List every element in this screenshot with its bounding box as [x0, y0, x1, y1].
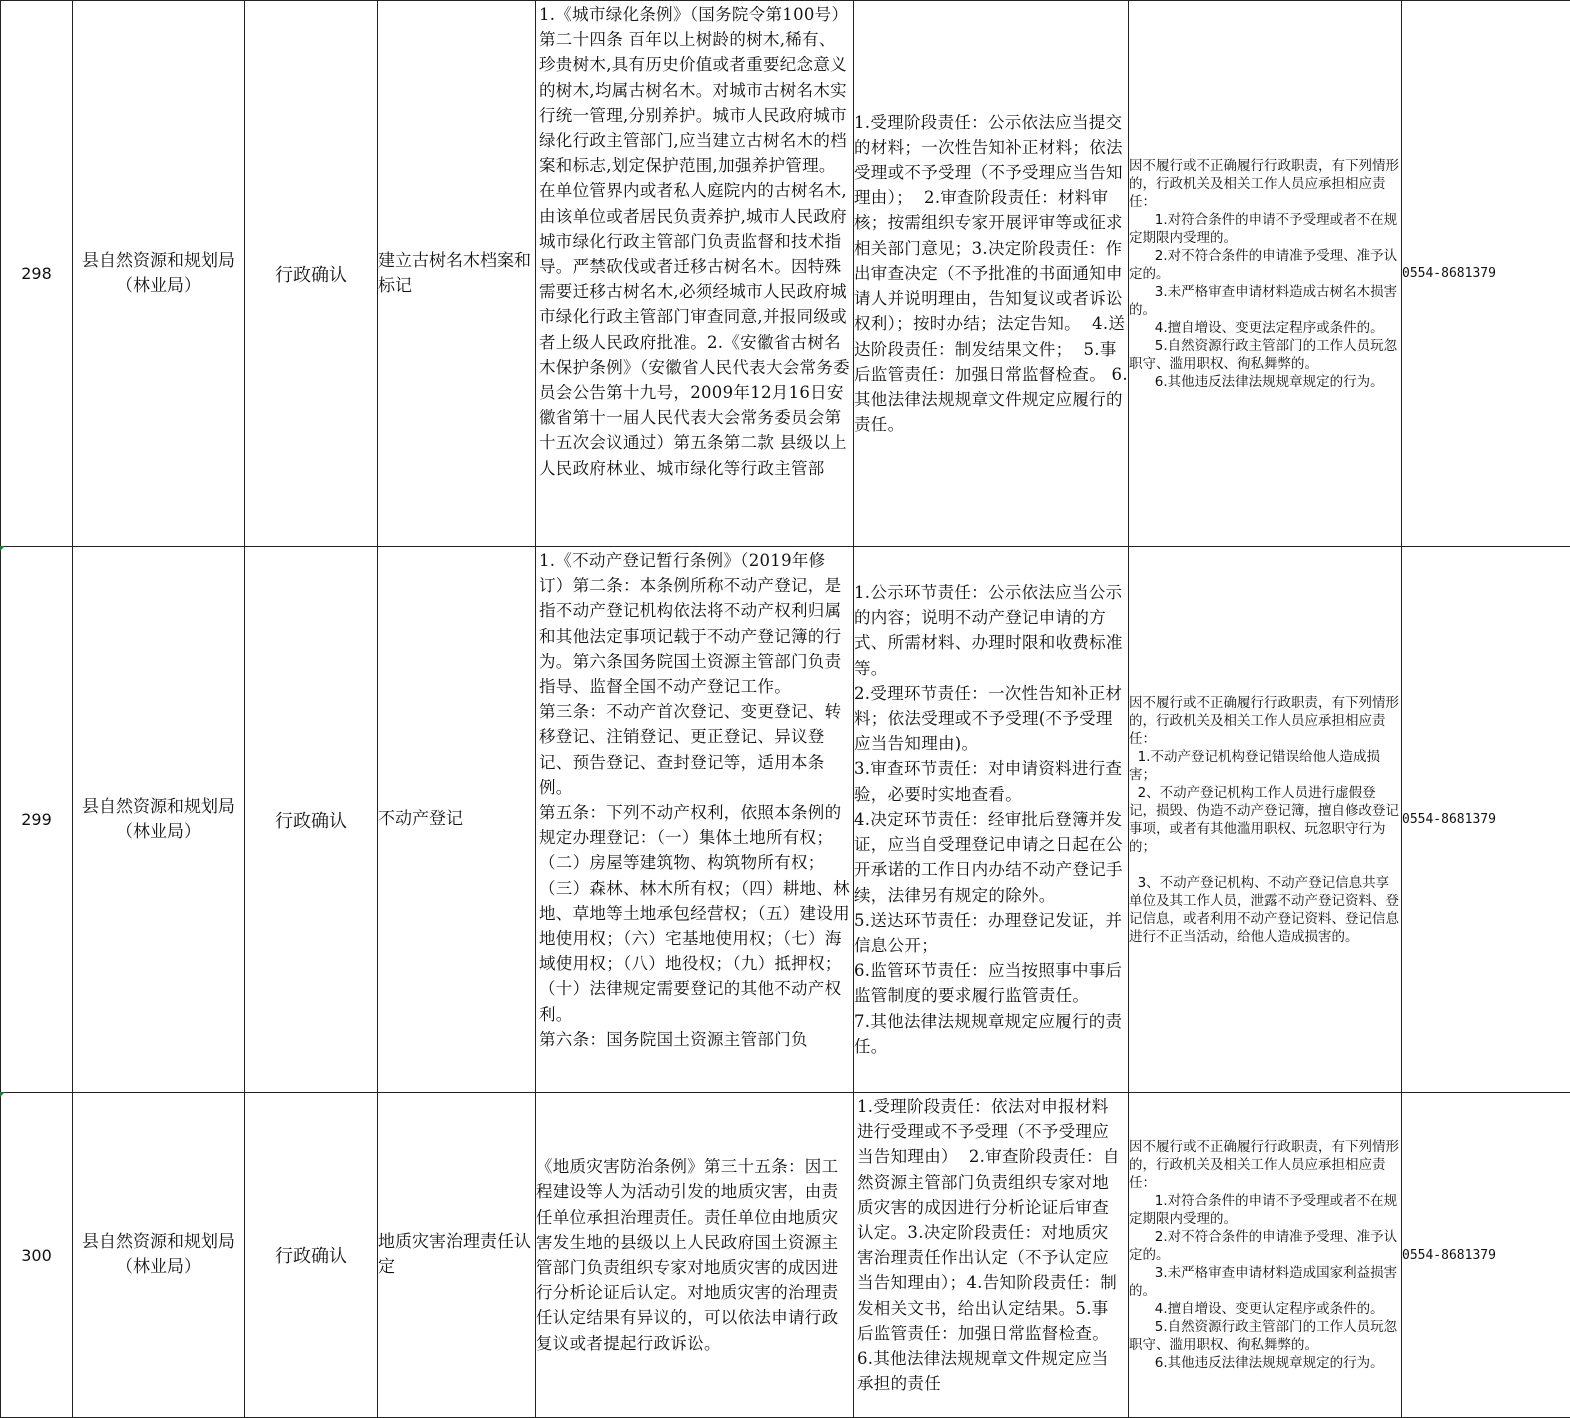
item-name-cell[interactable]: 地质灾害治理责任认定	[378, 1093, 536, 1418]
table-row[interactable]	[1, 547, 1570, 1093]
phone-cell[interactable]: 0554-8681379	[1402, 1093, 1570, 1418]
legal-basis-cell[interactable]	[536, 1, 854, 547]
phone-cell[interactable]: 0554-8681379	[1402, 1, 1570, 547]
table-row[interactable]	[1, 1, 1570, 547]
row-number[interactable]: 300	[1, 1093, 73, 1418]
liability-cell[interactable]: 因不履行或不正确履行行政职责，有下列情形的，行政机关及相关工作人员应承担相应责任： 1.不动产登记机构登记错误给他人造成损害； 2、不动产登记机构工作人员进行虚假登记，损毁、伪造不动产登记簿，擅自修改登记事项，或者有其他滥用职权、玩忽职守行为的； 3、不动产登记机构、不动产登记信息共享单位及其工作人员，泄露不动产登记资料、登记信息，或者利用不动产登记资料、登记信息进行不正当活动，给他人造成损害的。	[1129, 547, 1402, 1093]
cell-comment-marker	[0, 1092, 5, 1097]
cell-comment-marker	[0, 546, 5, 551]
legal-basis-text: 1.《城市绿化条例》（国务院令第100号）第二十四条 百年以上树龄的树木,稀有、珍贵树木,具有历史价值或者重要纪念意义的树木,均属古树名木。对城市古树名木实行统一管理,分别养护。城市人民政府城市绿化行政主管部门,应当建立古树名木的档案和标志,划定保护范围,加强养护管理。在单位管界内或者私人庭院内的古树名木,由该单位或者居民负责养护,城市人民政府城市绿化行政主管部门负责监督和技术指导。严禁砍伐或者迁移古树名木。因特殊需要迁移古树名木,必须经城市人民政府城市绿化行政主管部门审查同意,并报同级或者上级人民政府批准。2.《安徽省古树名木保护条例》（安徽省人民代表大会常务委员会公告第十九号，2009年12月16日安徽省第十一届人民代表大会常务委员会第十五次会议通过）第五条第二款 县级以上人民政府林业、城市绿化等行政主管部	[539, 5, 850, 478]
liability-cell[interactable]: 因不履行或不正确履行行政职责，有下列情形的，行政机关及相关工作人员应承担相应责任： 1.对符合条件的申请不予受理或者不在规定期限内受理的。 2.对不符合条件的申请准予受理、准予认定的。 3.未严格审查申请材料造成国家利益损害的。 4.擅自增设、变更认定程序或条件的。 5.自然资源行政主管部门的工作人员玩忽职守、滥用职权、徇私舞弊的。 6.其他违反法律法规规章规定的行为。	[1129, 1093, 1402, 1418]
legal-basis-text: 1.《不动产登记暂行条例》（2019年修订）第二条：本条例所称不动产登记，是指不动产登记机构依法将不动产权利归属和其他法定事项记载于不动产登记簿的行为。第六条国务院国土资源主管部门负责指导、监督全国不动产登记工作。 第三条：不动产首次登记、变更登记、转移登记、注销登记、更正登记、异议登记、预告登记、查封登记等，适用本条例。 第五条：下列不动产权利，依照本条例的规定办理登记：（一）集体土地所有权；（二）房屋等建筑物、构筑物所有权；（三）森林、林木所有权；（四）耕地、林地、草地等土地承包经营权；（五）建设用地使用权；（六）宅基地使用权；（七）海域使用权；（八）地役权；（九）抵押权；（十）法律规定需要登记的其他不动产权利。 第六条：国务院国土资源主管部门负	[539, 551, 850, 1049]
legal-basis-cell[interactable]	[536, 547, 854, 1093]
duty-cell[interactable]: 1.受理阶段责任：公示依法应当提交的材料；一次性告知补正材料；依法受理或不予受理（不予受理应当告知理由）； 2.审查阶段责任：材料审核；按需组织专家开展评审等或征求相关部门意见；3.决定阶段责任：作出审查决定（不予批准的书面通知申请人并说明理由，告知复议或者诉讼权利）；按时办结；法定告知。 4.送达阶段责任：制发结果文件； 5.事后监管责任：加强日常监督检查。 6.其他法律法规规章文件规定应履行的责任。	[854, 1, 1129, 547]
row-number[interactable]: 299	[1, 547, 73, 1093]
duty-text: 1.受理阶段责任：依法对申报材料进行受理或不予受理（不予受理应当告知理由） 2.审查阶段责任：自然资源主管部门负责组织专家对地质灾害的成因进行分析论证后审查认定。3.决定阶段责任：对地质灾害治理责任作出认定（不予认定应当告知理由）；4.告知阶段责任：制发相关文书，给出认定结果。5.事后监管责任：加强日常监督检查。 6.其他法律法规规章文件规定应当承担的责任	[857, 1097, 1120, 1394]
duty-cell[interactable]: 1.公示环节责任：公示依法应当公示的内容；说明不动产登记申请的方式、所需材料、办理时限和收费标准等。 2.受理环节责任：一次性告知补正材料；依法受理或不予受理(不予受理应当告知理由)。 3.审查环节责任：对申请资料进行查验，必要时实地查看。 4.决定环节责任：经审批后登簿并发证，应当自受理登记申请之日起在公开承诺的工作日内办结不动产登记手续，法律另有规定的除外。 5.送达环节责任：办理登记发证，并信息公开； 6.监管环节责任：应当按照事中事后监管制度的要求履行监管责任。 7.其他法律法规规章规定应履行的责任。	[854, 547, 1129, 1093]
department-cell[interactable]: 县自然资源和规划局（林业局）	[73, 1093, 245, 1418]
liability-cell[interactable]: 因不履行或不正确履行行政职责，有下列情形的，行政机关及相关工作人员应承担相应责任： 1.对符合条件的申请不予受理或者不在规定期限内受理的。 2.对不符合条件的申请准予受理、准予认定的。 3.未严格审查申请材料造成古树名木损害的。 4.擅自增设、变更法定程序或条件的。 5.自然资源行政主管部门的工作人员玩忽职守、滥用职权、徇私舞弊的。 6.其他违反法律法规规章规定的行为。	[1129, 1, 1402, 547]
row-number[interactable]: 298	[1, 1, 73, 547]
department-cell[interactable]: 县自然资源和规划局（林业局）	[73, 547, 245, 1093]
power-type-cell[interactable]: 行政确认	[245, 547, 378, 1093]
item-name-cell[interactable]: 不动产登记	[378, 547, 536, 1093]
power-type-cell[interactable]: 行政确认	[245, 1, 378, 547]
power-type-cell[interactable]: 行政确认	[245, 1093, 378, 1418]
phone-cell[interactable]: 0554-8681379	[1402, 547, 1570, 1093]
duty-cell[interactable]	[854, 1093, 1129, 1418]
legal-basis-cell[interactable]: 《地质灾害防治条例》第三十五条：因工程建设等人为活动引发的地质灾害，由责任单位承担治理责任。责任单位由地质灾害发生地的县级以上人民政府国土资源主管部门负责组织专家对地质灾害的成因进行分析论证后认定。对地质灾害的治理责任认定结果有异议的，可以依法申请行政复议或者提起行政诉讼。	[536, 1093, 854, 1418]
item-name-cell[interactable]: 建立古树名木档案和标记	[378, 1, 536, 547]
table-row[interactable]	[1, 1093, 1570, 1418]
department-cell[interactable]: 县自然资源和规划局（林业局）	[73, 1, 245, 547]
